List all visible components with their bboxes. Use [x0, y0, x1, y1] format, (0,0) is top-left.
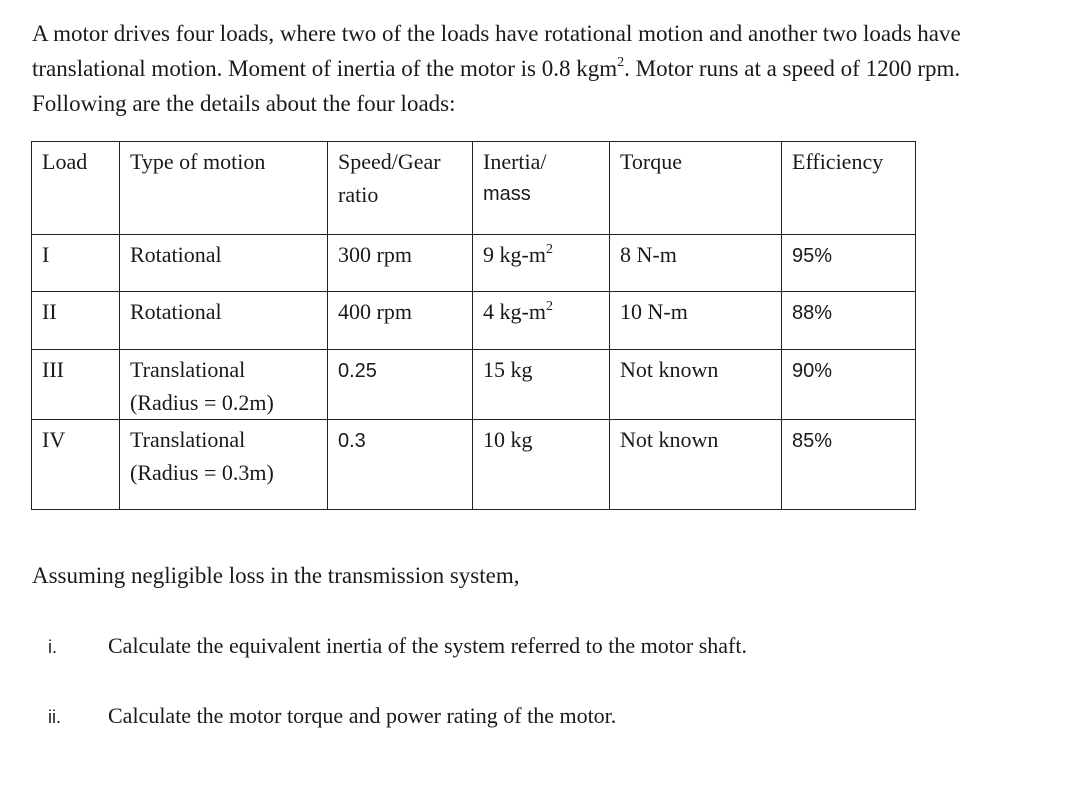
table-row — [32, 350, 916, 420]
header-load: Load — [32, 142, 120, 235]
header-torque: Torque — [610, 142, 782, 235]
cell-efficiency: 85% — [782, 420, 916, 510]
header-type: Type of motion — [120, 142, 328, 235]
cell-inertia: 15 kg — [473, 350, 610, 420]
table-header-row — [32, 142, 916, 235]
cell-load: III — [32, 350, 120, 420]
cell-inertia: 4 $kg-m^2$ — [473, 292, 610, 350]
table-row — [32, 235, 916, 292]
intro-superscript: 2 — [617, 55, 625, 71]
cell-efficiency: 88% — [782, 292, 916, 350]
table-row — [32, 420, 916, 510]
cell-inertia: 9 $kg-m^2$ — [473, 235, 610, 292]
cell-load: IV — [32, 420, 120, 510]
cell-speed: 400 rpm — [328, 292, 473, 350]
cell-load: II — [32, 292, 120, 350]
intro-part1: A motor drives four loads, where two of the loads have rotational motion and another two loads have translational motion. Moment of inertia of the motor is 0.8 kgm — [32, 21, 961, 81]
question-number: ii. — [48, 707, 61, 727]
cell-torque: 8 N-m — [610, 235, 782, 292]
problem-intro — [32, 16, 1042, 121]
cell-type: Rotational — [120, 235, 328, 292]
assumption-text: Assuming negligible loss in the transmission system, — [32, 563, 520, 588]
loads-table — [31, 141, 916, 510]
cell-inertia: 10 kg — [473, 420, 610, 510]
question-text: Calculate the motor torque and power rating of the motor. — [108, 703, 617, 728]
cell-torque: Not known — [610, 350, 782, 420]
cell-speed: 300 rpm — [328, 235, 473, 292]
header-efficiency: Efficiency — [782, 142, 916, 235]
cell-speed: 0.25 — [328, 350, 473, 420]
cell-torque: Not known — [610, 420, 782, 510]
cell-efficiency: 90% — [782, 350, 916, 420]
header-speed: Speed/Gear ratio — [328, 142, 473, 235]
cell-type: Translational (Radius = 0.2m) — [120, 350, 328, 420]
cell-type: Rotational — [120, 292, 328, 350]
question-text: Calculate the equivalent inertia of the system referred to the motor shaft. — [108, 633, 747, 658]
cell-type: Translational (Radius = 0.3m) — [120, 420, 328, 510]
question-number: i. — [48, 637, 57, 657]
header-inertia: Inertia/ mass — [473, 142, 610, 235]
cell-load: I — [32, 235, 120, 292]
cell-speed: 0.3 — [328, 420, 473, 510]
cell-torque: 10 N-m — [610, 292, 782, 350]
intro-part2: . Motor runs at a speed of 1200 rpm. Following are the details about the four loads: — [32, 56, 961, 116]
table-row — [32, 292, 916, 350]
cell-efficiency: 95% — [782, 235, 916, 292]
